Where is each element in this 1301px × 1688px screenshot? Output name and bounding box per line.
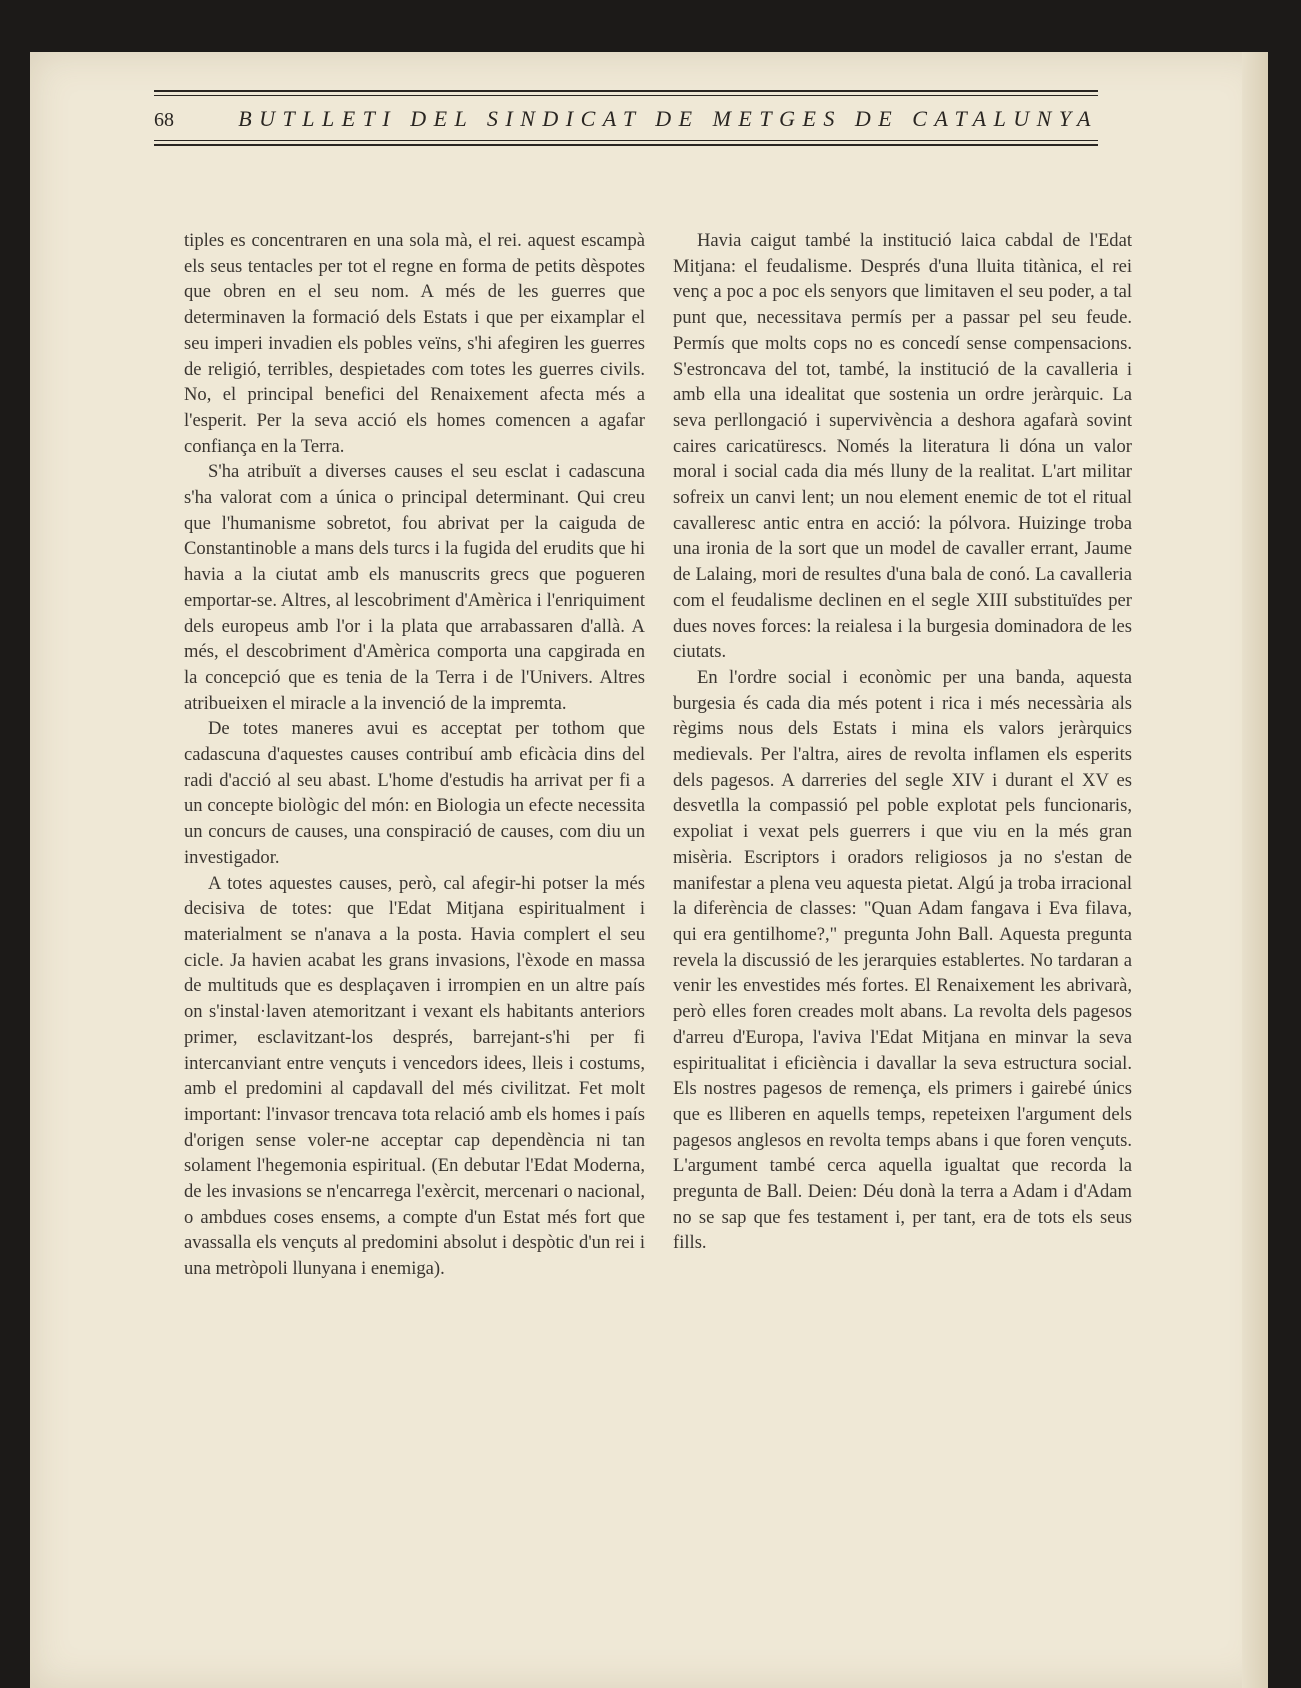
paragraph: A totes aquestes causes, però, cal afegir-hi potser la més decisiva de totes: que l'Edat Mitjana espiritualment i materialment se n'anava a la posta. Havia complert el seu cicle. Ja havien acabat les grans invasions, l'èxode en massa de multituds que es desplaçaven i irrompien en un altre país on s'instal·laven atemoritzant i vexant els habitants anteriors primer, esclavitzant-los després, barrejant-s'hi per fi intercanviant entre vençuts i vencedors idees, lleis i costums, amb el predomini al capdavall del més civilitzat. Fet molt important: l'invasor trencava tota relació amb els homes i país d'origen sense voler-ne acceptar cap dependència ni tan solament l'hegemonia espiritual. (En debutar l'Edat Moderna, de les invasions se n'encarrega l'exèrcit, mercenari o nacional, o ambdues coses ensems, a compte d'un Estat més fort que avassalla els vençuts al predomini absolut i despòtic d'un rei i una metròpoli llunyana i enemiga).	[184, 872, 646, 1280]
text-column-left	[184, 228, 645, 1282]
paragraph: S'ha atribuït a diverses causes el seu esclat i cadascuna s'ha valorat com a única o principal determinant. Qui creu que l'humanisme sobretot, fou abrivat per la caiguda de Constantinoble a mans dels turcs i la fugida del erudits que hi havia a la ciutat amb els manuscrits grecs que pogueren emportar-se. Altres, al lescobriment d'Amèrica i l'enriquiment dels europeus amb l'or i la plata que arrabassaren d'allà. A més, el descobriment d'Amèrica comporta una capgirada en la concepció que es tenia de la Terra i de l'Univers. Altres atribueixen el miracle a la invenció de la impremta.	[184, 461, 645, 714]
header-rule	[154, 90, 1098, 92]
page-edge	[1242, 52, 1268, 1688]
header-line	[154, 106, 1098, 132]
header-rules-bottom	[154, 140, 1098, 146]
header-rule	[154, 140, 1098, 141]
running-header	[154, 90, 1098, 146]
text-column-right	[673, 228, 1132, 1256]
header-rules-top	[154, 90, 1098, 96]
paragraph: tiples es concentraren en una sola mà, el rei. aquest escampà els seus tentacles per tot el regne en forma de petits dèspotes que obren en el seu nom. A més de les guerres que determinaven la formació dels Estats i que per eixamplar el seu imperi invadien els pobles veïns, s'hi afegiren les guerres de religió, terribles, despietades com totes les guerres civils. No, el principal benefici del Renaixement afecta més a l'esperit. Per la seva acció els homes comencen a agafar confiança en la Terra.	[184, 230, 645, 457]
journal-title: BUTLLETI DEL SINDICAT DE METGES DE CATALUNYA	[238, 106, 1098, 131]
paragraph: Havia caigut també la institució laica cabdal de l'Edat Mitjana: el feudalisme. Després d'una lluita titànica, el rei venç a poc a poc els senyors que limitaven el seu poder, a tal punt que, necessitava permís per a passar pel seu feude. Permís que molts cops no es concedí sense compensacions. S'estroncava del tot, també, la institució de la cavalleria i amb ella una idealitat que sostenia un ordre jeràrquic. La seva perllongació i supervivència a deshora agafarà sovint caires caricatürescs. Només la literatura li dóna un valor moral i social cada dia més lluny de la realitat. L'art militar sofreix un canvi lent; un nou element enemic de tot el ritual cavalleresc antic entra en acció: la pólvora. Huizinge troba una ironia de la sort que un model de cavaller errant, Jaume de Lalaing, mori de resultes d'una bala de conó. La cavalleria com el feudalisme declinen en el segle XIII substituïdes per dues noves forces: la reialesa i la burgesia dominadora de les ciutats.	[673, 230, 1132, 663]
header-rule	[154, 95, 1098, 96]
paragraph: En l'ordre social i econòmic per una banda, aquesta burgesia és cada dia més potent i rica i més necessària als règims nous dels Estats i mina els valors jeràrquics medievals. Per l'altra, aires de revolta inflamen els esperits dels pagesos. A darreries del segle XIV i durant el XV es desvetlla la compassió pel poble explotat pels funcionaris, expoliat i vexat pels guerrers i que viu en la més gran misèria. Escriptors i oradors religiosos ja no s'estan de manifestar a plena veu aquesta pietat. Algú ja troba irracional la diferència de classes: "Quan Adam fangava i Eva filava, qui era gentilhome?," pregunta John Ball. Aquesta pregunta revela la discussió de les jerarquies establertes. No tardaran a venir les envestides més fortes. El Renaixement les abrivarà, però elles foren creades molt abans. La revolta dels pagesos d'arreu d'Europa, l'aviva l'Edat Mitjana en minvar la seva espiritualitat i eficiència i davallar la seva estructura social. Els nostres pagesos de remença, els primers i gairebé únics que es lliberen en aquells temps, repeteixen l'argument dels pagesos anglesos en revolta temps abans i que foren vençuts. L'argument també cerca aquella igualtat que recorda la pregunta de Ball. Deien: Déu donà la terra a Adam i d'Adam no se sap que fes testament i, per tant, era de tots els seus fills.	[673, 666, 1132, 1254]
header-rule	[154, 144, 1098, 146]
paragraph: De totes maneres avui es acceptat per tothom que cadascuna d'aquestes causes contribuí amb eficàcia dins del radi d'acció al seu abast. L'home d'estudis ha arrivat per fi a un concepte biològic del món: en Biologia un efecte necessita un concurs de causes, una conspiració de causes, com diu un investigador.	[184, 718, 645, 868]
page-number: 68	[154, 109, 174, 131]
